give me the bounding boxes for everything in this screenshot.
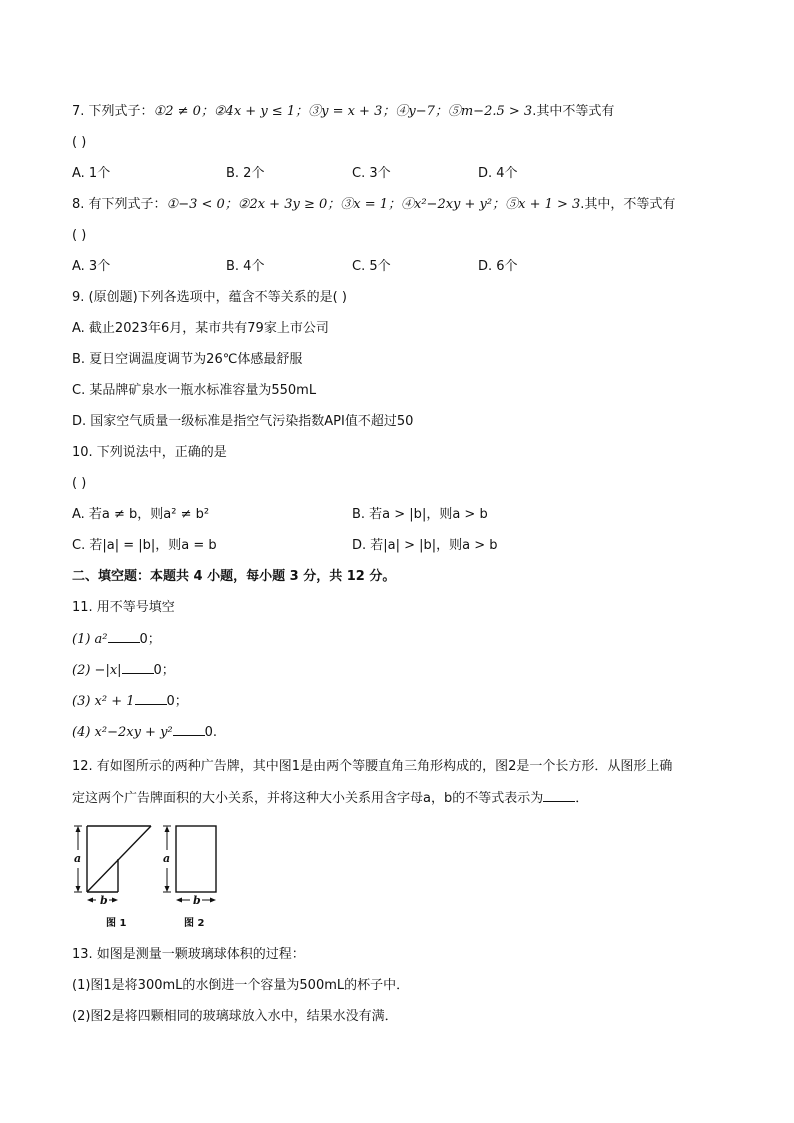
q7-option-a: A. 1个: [72, 166, 111, 181]
q11-part-4-end: 0.: [204, 725, 218, 740]
q7-stem: [72, 103, 614, 121]
q9-option-b: B. 夏日空调温度调节为26℃体感最舒服: [72, 352, 303, 367]
q10-option-d: D. 若|a| > |b|，则a > b: [352, 538, 498, 553]
q8-option-b: B. 4个: [226, 259, 265, 274]
q11-part-3-end: 0；: [166, 694, 188, 709]
q8-items: ①−3 < 0；②2x + 3y ≥ 0；③x = 1；④x²−2xy + y²；⑤x + 1 > 3: [166, 197, 581, 212]
q7-paren: ( ): [72, 135, 87, 150]
q12-line-1: 12. 有如图所示的两种广告牌，其中图1是由两个等腰直角三角形构成的，图2是一个长方形．从图形上确: [72, 759, 673, 774]
q8-option-d: D. 6个: [478, 259, 518, 274]
q11-part-4-label: (4) x²−2xy + y²: [72, 725, 173, 740]
q13-part-2: (2)图2是将四颗相同的玻璃球放入水中，结果水没有满．: [72, 1009, 398, 1024]
q11-part-4-blank: [173, 723, 205, 736]
figure-1-label-b: b: [100, 894, 108, 907]
q11-stem: 11. 用不等号填空: [72, 600, 175, 615]
figure-2-label-b: b: [193, 894, 201, 907]
q7-option-b: B. 2个: [226, 166, 265, 181]
q8-stem-prefix: 8. 有下列式子：: [72, 197, 167, 212]
q9-option-c: C. 某品牌矿泉水一瓶水标准容量为550mL: [72, 383, 317, 398]
q10-option-c: C. 若|a| = |b|，则a = b: [72, 538, 217, 553]
q7-stem-suffix: .其中不等式有: [532, 104, 615, 119]
q8-stem: [72, 196, 675, 214]
q8-stem-suffix: .其中，不等式有: [580, 197, 676, 212]
q10-stem: 10. 下列说法中，正确的是: [72, 445, 227, 460]
q12-line-2-end: ．: [575, 791, 589, 806]
q11-part-2-blank: [122, 661, 154, 674]
q7-option-c: C. 3个: [352, 166, 391, 181]
q7-items: ①2 ≠ 0；②4x + y ≤ 1；③y = x + 3；④y−7；⑤m−2.5 > 3: [153, 104, 533, 119]
q11-part-2-end: 0；: [153, 663, 175, 678]
figure-2-shape: [176, 826, 216, 892]
section-2-title: 二、填空题：本题共 4 小题，每小题 3 分，共 12 分。: [72, 569, 396, 584]
q11-part-3-label: (3) x² + 1: [72, 694, 135, 709]
q9-option-d: D. 国家空气质量一级标准是指空气污染指数API值不超过50: [72, 414, 414, 429]
q9-option-a: A. 截止2023年6月，某市共有79家上市公司: [72, 321, 329, 336]
q11-part-1-blank: [108, 630, 140, 643]
q12-line-2-text: 定这两个广告牌面积的大小关系，并将这种大小关系用含字母a，b的不等式表示为: [72, 791, 544, 806]
q12-answer-blank: [543, 789, 575, 802]
q8-option-c: C. 5个: [352, 259, 391, 274]
q7-stem-prefix: 7. 下列式子：: [72, 104, 154, 119]
figure-2-label-a: a: [163, 852, 171, 865]
q13-part-1: (1)图1是将300mL的水倒进一个容量为500mL的杯子中．: [72, 978, 410, 993]
figure-1-shape: [87, 826, 151, 892]
q11-part-2-label: (2) −|x|: [72, 663, 122, 678]
q7-option-d: D. 4个: [478, 166, 518, 181]
q9-stem: 9. (原创题)下列各选项中，蕴含不等关系的是( ): [72, 290, 347, 305]
q11-part-3: [72, 692, 188, 711]
q10-paren: ( ): [72, 476, 87, 491]
figure-1-label-a: a: [74, 852, 82, 865]
q10-option-b: B. 若a > |b|，则a > b: [352, 507, 488, 522]
q8-option-a: A. 3个: [72, 259, 111, 274]
q10-option-a: A. 若a ≠ b，则a² ≠ b²: [72, 507, 210, 522]
q12-line-2: [72, 789, 588, 808]
q11-part-1-end: 0；: [139, 632, 161, 647]
q11-part-1-label: (1) a²: [72, 632, 108, 647]
q11-part-4: [72, 723, 217, 742]
q11-part-1: [72, 630, 161, 649]
q12-figure: [66, 820, 226, 932]
q11-part-2: [72, 661, 175, 680]
q13-stem: 13. 如图是测量一颗玻璃球体积的过程：: [72, 947, 305, 962]
q8-paren: ( ): [72, 228, 87, 243]
figure-2-caption: 图 2: [184, 918, 205, 929]
q11-part-3-blank: [135, 692, 167, 705]
figure-1-caption: 图 1: [106, 918, 127, 929]
